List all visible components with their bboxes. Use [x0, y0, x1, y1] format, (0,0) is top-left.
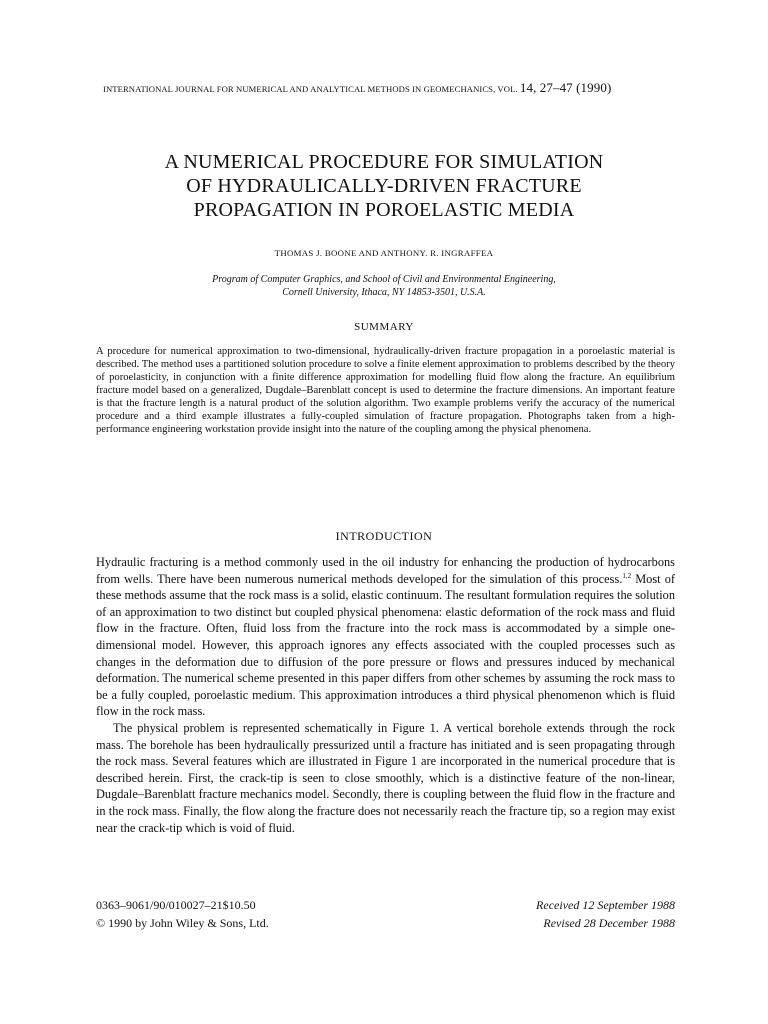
summary-heading: SUMMARY — [354, 321, 414, 333]
running-head — [103, 80, 663, 96]
title-line-3: PROPAGATION IN POROELASTIC MEDIA — [193, 199, 575, 221]
footer-left — [96, 896, 269, 932]
title-line-2: OF HYDRAULICALLY-DRIVEN FRACTURE — [186, 175, 582, 197]
authors: THOMAS J. BOONE AND ANTHONY. R. INGRAFFEA — [274, 248, 494, 258]
affiliation-line-1: Program of Computer Graphics, and School of Civil and Environmental Engineering, — [212, 274, 556, 285]
received-date: Received 12 September 1988 — [536, 898, 675, 912]
title-line-1: A NUMERICAL PROCEDURE FOR SIMULATION — [164, 151, 604, 173]
article-code: 0363–9061/90/010027–21$10.50 — [96, 898, 256, 912]
footer-right — [455, 896, 675, 932]
intro-p1-after: Most of these methods assume that the rock mass is a solid, elastic continuum. The resultant formulation requires the solution of an approximation to two distinct but coupled physical phenomena: elastic deformation of the rock mass and fluid flow in the fracture. Often, fluid loss from the fracture into the rock mass is accommodated by a simple one-dimensional model. However, this approach ignores any effects associated with the coupled processes such as changes in the deformation due to diffusion of the pore pressure or flows and pressures induced by mechanical deformation. The numerical scheme presented in this paper differs from other schemes by assuming the rock mass to be a fully coupled, poroelastic medium. This approximation introduces a third physical phenomenon which is fluid flow in the rock mass. — [96, 571, 675, 719]
paper-title — [0, 150, 768, 222]
citation-refs: 1,2 — [622, 571, 632, 580]
summary-text: A procedure for numerical approximation to two-dimensional, hydraulically-driven fracture propagation in a poroelastic material is described. The method uses a partitioned solution procedure to solve a finite element approximation to problems described by the theory of poroelasticity, in conjunction with a finite difference approximation for modelling fluid flow along the fracture. An equilibrium fracture model based on a generalized, Dugdale–Barenblatt concept is used to determine the fracture dimensions. An important feature is that the fracture length is a natural product of the solution algorithm. Two example problems verify the accuracy of the numerical procedure and a third example illustrates a fully-coupled simulation of fracture propagation. Photographs taken from a high-performance engineering workstation provide insight into the nature of the coupling among the physical phenomena. — [96, 346, 675, 435]
intro-p1-before: Hydraulic fracturing is a method commonly used in the oil industry for enhancing the production of hydrocarbons from wells. There have been numerous numerical methods developed for the simulation of this process. — [96, 555, 675, 586]
copyright-line: © 1990 by John Wiley & Sons, Ltd. — [96, 916, 269, 930]
affiliation — [0, 273, 768, 299]
intro-paragraph-2: The physical problem is represented schematically in Figure 1. A vertical borehole extends through the rock mass. The borehole has been hydraulically pressurized until a fracture has initiated and is seen propagating through the rock mass. Several features which are illustrated in Figure 1 are incorporated in the numerical procedure that is described herein. First, the crack-tip is seen to close smoothly, which is a distinctive feature of the non-linear, Dugdale–Barenblatt fracture mechanics model. Secondly, there is coupling between the fluid flow in the fracture and in the rock mass. Finally, the flow along the fracture does not necessarily reach the fracture tip, so a region may exist near the crack-tip which is void of fluid. — [96, 720, 675, 835]
journal-name: INTERNATIONAL JOURNAL FOR NUMERICAL AND ANALYTICAL METHODS IN GEOMECHANICS, VOL. — [103, 84, 518, 94]
introduction-heading: INTRODUCTION — [335, 529, 433, 543]
affiliation-line-2: Cornell University, Ithaca, NY 14853-3501, U.S.A. — [282, 287, 486, 298]
intro-paragraph-1 — [96, 554, 675, 720]
introduction-body — [96, 554, 675, 836]
revised-date: Revised 28 December 1988 — [543, 916, 675, 930]
volume-pages: 14, 27–47 (1990) — [519, 80, 612, 95]
